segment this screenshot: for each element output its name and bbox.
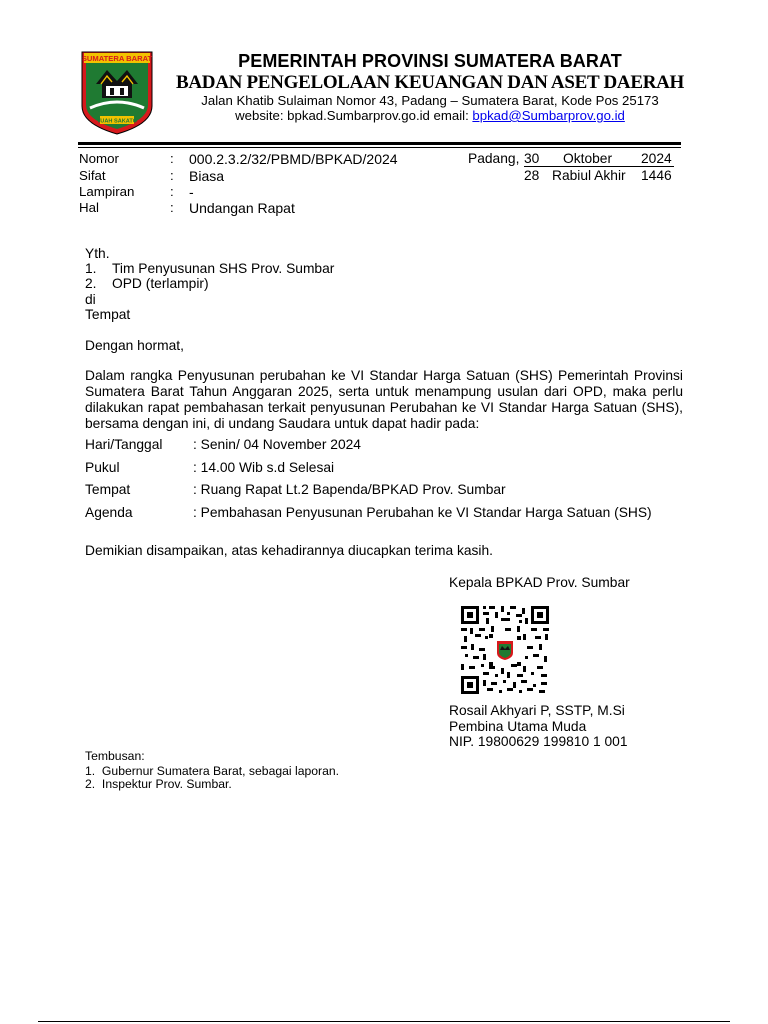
letterhead-rule-thin	[78, 147, 681, 148]
recipient-yth: Yth.	[85, 246, 110, 261]
letterhead-address: Jalan Khatib Sulaiman Nomor 43, Padang – Sumatera Barat, Kode Pos 25173	[201, 93, 659, 108]
nomor-colon: :	[170, 151, 174, 166]
schedule-label-agenda: Agenda	[85, 505, 133, 520]
date-day: 30	[524, 151, 540, 166]
tembusan-item2: 2. Inspektur Prov. Sumbar.	[85, 777, 232, 791]
schedule-value-date: : Senin/ 04 November 2024	[193, 437, 361, 452]
hal-value: Undangan Rapat	[189, 200, 295, 216]
website-text: website: bpkad.Sumbarprov.go.id email:	[235, 108, 473, 123]
date-city: Padang,	[468, 151, 520, 166]
logo-bottom-text: TUAH SAKATO	[96, 118, 138, 125]
lampiran-label: Lampiran	[79, 184, 135, 199]
salutation: Dengan hormat,	[85, 338, 184, 353]
schedule-label-time: Pukul	[85, 460, 120, 475]
date-month: Oktober	[563, 151, 613, 166]
signature-qr-code	[461, 606, 549, 694]
hijri-year: 1446	[641, 168, 672, 183]
signatory-nip: NIP. 19800629 199810 1 001	[449, 734, 628, 749]
hal-colon: :	[170, 200, 174, 215]
schedule-value-agenda: : Pembahasan Penyusunan Perubahan ke VI Standar Harga Satuan (SHS)	[193, 505, 652, 520]
date-year: 2024	[641, 151, 672, 166]
letterhead-agency-name: BADAN PENGELOLAAN KEUANGAN DAN ASET DAERAH	[175, 72, 685, 93]
nomor-label: Nomor	[79, 151, 119, 166]
recipient-item2-number: 2.	[85, 276, 97, 291]
hijri-month: Rabiul Akhir	[552, 168, 626, 183]
recipient-di: di	[85, 292, 96, 307]
signatory-rank: Pembina Utama Muda	[449, 719, 587, 734]
logo-top-text: SUMATERA BARAT	[81, 54, 153, 63]
closing-sentence: Demikian disampaikan, atas kehadirannya diucapkan terima kasih.	[85, 543, 493, 558]
recipient-item1: Tim Penyusunan SHS Prov. Sumbar	[112, 261, 335, 276]
recipient-item1-number: 1.	[85, 261, 97, 276]
tembusan-heading: Tembusan:	[85, 749, 145, 763]
letterhead-contact	[150, 108, 710, 123]
hijri-day: 28	[524, 168, 540, 183]
page-bottom-rule	[38, 1021, 730, 1022]
letterhead-government-name: PEMERINTAH PROVINSI SUMATERA BARAT	[238, 51, 622, 71]
nomor-value: 000.2.3.2/32/PBMD/BPKAD/2024	[189, 151, 398, 167]
lampiran-colon: :	[170, 184, 174, 199]
schedule-value-time: : 14.00 Wib s.d Selesai	[193, 460, 335, 475]
schedule-label-date: Hari/Tanggal	[85, 437, 163, 452]
signatory-name: Rosail Akhyari P, SSTP, M.Si	[449, 703, 625, 718]
recipient-tempat: Tempat	[85, 307, 131, 322]
recipient-item2: OPD (terlampir)	[112, 276, 209, 291]
province-emblem-logo	[80, 50, 154, 136]
letterhead-rule-thick	[78, 142, 681, 145]
sifat-label: Sifat	[79, 168, 106, 183]
sifat-value: Biasa	[189, 168, 225, 184]
schedule-label-place: Tempat	[85, 482, 131, 497]
email-link[interactable]: bpkad@Sumbarprov.go.id	[472, 108, 625, 123]
tembusan-item1: 1. Gubernur Sumatera Barat, sebagai laporan.	[85, 764, 340, 778]
body-paragraph: Dalam rangka Penyusunan perubahan ke VI Standar Harga Satuan (SHS) Pemerintah Provinsi Sumatera Barat Tahun Anggaran 2025, serta untuk menampung usulan dari OPD, maka perlu dilakukan rapat pembahasan terkait penyusunan Perubahan ke VI Standar Harga Satuan (SHS), bersama dengan ini, di undang Saudara untuk dapat hadir pada:	[85, 368, 683, 431]
schedule-value-place: : Ruang Rapat Lt.2 Bapenda/BPKAD Prov. Sumbar	[193, 482, 506, 497]
lampiran-value: -	[189, 184, 194, 200]
signatory-title: Kepala BPKAD Prov. Sumbar	[449, 575, 630, 590]
sifat-colon: :	[170, 168, 174, 183]
hal-label: Hal	[79, 200, 99, 215]
